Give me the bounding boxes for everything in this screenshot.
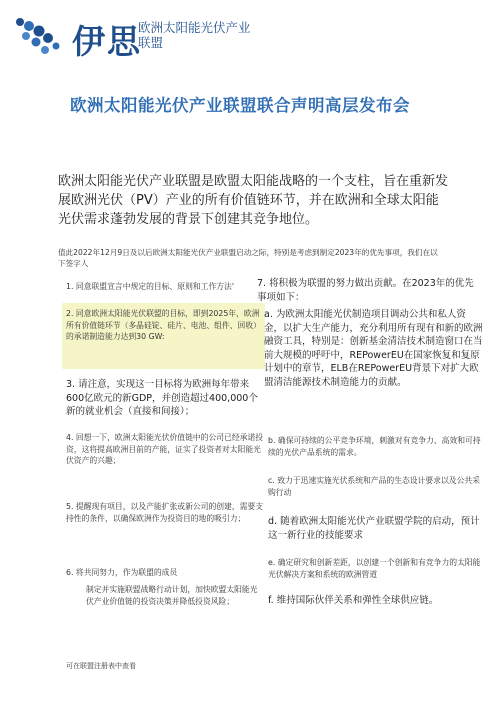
lead-paragraph: 值此2022年12月9日及以后欧洲太阳能光伏产业联盟启动之际，特别是考虑到制定2023年的优先事项，我们在以下签字人: [58, 248, 438, 268]
brand-name: 伊思: [72, 22, 142, 61]
item-7a: a. 为欧洲太阳能光伏制造项目调动公共和私人资金，以扩大生产能力，充分利用所有现有和新的欧洲融资工具，特别是：创新基金清洁技术制造窗口在当前大规模的呼吁中，REPowerEU在国家恢复和复原计划中的章节，ELB在REPowerEU背景下对扩大欧盟清洁能源技术制造能力的贡献。: [264, 309, 483, 388]
item-6-detail: 制定并实施联盟战略行动计划，加快欧盟太阳能光伏产业价值链的投资决策并降低投资风险；: [86, 585, 258, 606]
item-7d: d. 随着欧洲太阳能光伏产业联盟学院的启动，预计这一新行业的技能要求: [268, 516, 480, 541]
item-7f: f. 维持国际伙伴关系和弹性全球供应链。: [268, 595, 439, 606]
page-title: 欧洲太阳能光伏产业联盟联合声明高层发布会: [70, 96, 410, 115]
intro-paragraph: 欧洲太阳能光伏产业联盟是欧盟太阳能战略的一个支柱，旨在重新发展欧洲光伏（PV）产业的所有价值链环节，并在欧洲和全球太阳能光伏需求蓬勃发展的背景下创建其竞争地位。: [58, 174, 449, 227]
item-1: 1. 同意联盟宣言中规定的目标、原则和工作方法': [66, 282, 234, 291]
item-4: 4. 回想一下，欧洲太阳能光伏价值链中的公司已经承诺投资，这将提高欧洲目前的产能，证实了投资者对太阳能光伏资产的兴趣；: [66, 433, 264, 465]
item-7c: c. 致力于迅速实施光伏系统和产品的生态设计要求以及公共采购行动: [268, 476, 480, 497]
brand-logo: [14, 14, 251, 61]
item-5: 5. 提醒现有项目，以及产能扩张或新公司的创建，需要支持性的条件，以确保欧洲作为投资目的地的吸引力；: [66, 502, 264, 523]
brand-subtitle: 欧洲太阳能光伏产业联盟: [138, 20, 251, 50]
logo-mark-icon: [14, 14, 68, 58]
item-3: 3. 请注意，实现这一目标将为欧洲每年带来600亿欧元的新GDP，并创造超过400,000个新的就业机会（直接和间接）；: [66, 379, 258, 417]
footer-note: 可在联盟注册表中查看: [66, 662, 136, 670]
item-7b: b. 确保可持续的公平竞争环境，刺激对有竞争力、高效和可持续的光伏产品系统的需求。: [268, 436, 481, 457]
item-2: 2. 同意欧洲太阳能光伏联盟的目标，即到2025年，欧洲所有价值链环节（多晶硅锭、硅片、电池、组件、回收）的承诺制造能力达到30 GW:: [66, 309, 261, 341]
item-7: 7. 将积极为联盟的努力做出贡献。在2023年的优先事项如下：: [257, 278, 474, 303]
item-7e: e. 确定研究和创新差距，以创建一个创新和有竞争力的太阳能光伏解决方案和系统的欧洲管道: [268, 558, 481, 579]
item-6: 6. 将共同努力，作为联盟的成员: [66, 568, 178, 577]
